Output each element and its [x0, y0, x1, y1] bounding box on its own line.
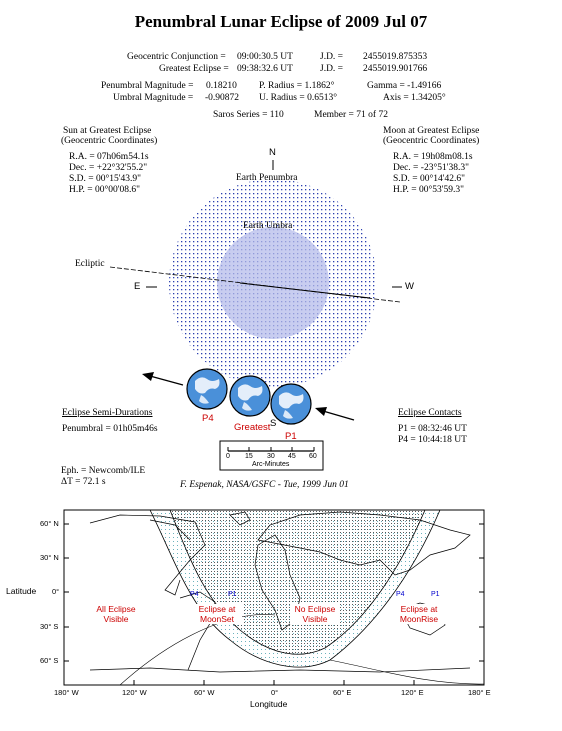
- sun-heading: Sun at Greatest Eclipse: [63, 126, 152, 136]
- longitude-label: Longitude: [250, 699, 288, 709]
- map-p1-east: P1: [431, 591, 440, 598]
- zone-moonset: [192, 604, 242, 624]
- sun-subheading: (Geocentric Coordinates): [61, 136, 158, 146]
- zone-moonset-line2: MoonSet: [199, 614, 235, 624]
- scale-tick-0: 0: [226, 453, 230, 460]
- umbral-magnitude: -0.90872: [205, 93, 240, 103]
- moon-p4: [187, 369, 227, 409]
- sun-sd: S.D. = 00°15'43.9": [69, 174, 142, 184]
- lon-tick-120w: 120° W: [122, 688, 147, 697]
- map-p4-west: P4: [190, 591, 199, 598]
- lat-tick-30s: 30° S: [40, 622, 59, 631]
- greatest-label: Greatest Eclipse =: [159, 64, 229, 74]
- lon-tick-0: 0°: [271, 688, 279, 697]
- credit: F. Espenak, NASA/GSFC - Tue, 1999 Jun 01: [180, 480, 349, 490]
- penumbra-label: Earth Penumbra: [236, 173, 298, 183]
- lon-tick-180e: 180° E: [468, 688, 491, 697]
- lon-tick-120e: 120° E: [401, 688, 424, 697]
- west-label: W: [405, 281, 414, 292]
- map-p4-east: P4: [396, 591, 405, 598]
- moon-ra: R.A. = 19h08m08.1s: [393, 152, 473, 162]
- latitude-label: Latitude: [6, 586, 37, 596]
- lat-tick-60s: 60° S: [40, 656, 59, 665]
- moon-greatest: [230, 376, 270, 416]
- lat-tick-0: 0°: [52, 587, 60, 596]
- penumbral-magnitude: 0.18210: [206, 81, 237, 91]
- scale-tick-45: 45: [288, 453, 296, 460]
- u-radius: U. Radius = 0.6513°: [259, 93, 338, 103]
- zone-moonrise-line2: MoonRise: [399, 614, 439, 624]
- zone-no-eclipse-line2: Visible: [302, 614, 328, 624]
- zone-all-visible: [88, 604, 144, 624]
- greatest-moon-label: Greatest: [234, 422, 271, 433]
- moon-hp: H.P. = 00°53'59.3": [393, 185, 464, 195]
- penumbral-duration: Penumbral = 01h05m46s: [62, 424, 158, 434]
- durations-heading: Eclipse Semi-Durations: [62, 408, 153, 418]
- greatest-time: 09:38:32.6 UT: [237, 64, 293, 74]
- umbra-label: Earth Umbra: [243, 221, 293, 231]
- zone-all-visible-line1: All Eclipse: [96, 604, 136, 614]
- contact-p1: P1 = 08:32:46 UT: [398, 424, 467, 434]
- conjunction-jd-label: J.D. =: [320, 52, 344, 62]
- conjunction-jd: 2455019.875353: [363, 52, 428, 62]
- scale-tick-15: 15: [245, 453, 253, 460]
- zone-no-eclipse-line1: No Eclipse: [294, 604, 336, 614]
- ecliptic-label: Ecliptic: [75, 259, 105, 269]
- umbral-magnitude-label: Umbral Magnitude =: [113, 93, 194, 103]
- sun-ra: R.A. = 07h06m54.1s: [69, 152, 149, 162]
- sun-hp: H.P. = 00°00'08.6": [69, 185, 140, 195]
- lon-tick-180w: 180° W: [54, 688, 79, 697]
- moon-p1: [271, 384, 311, 424]
- lat-tick-60n: 60° N: [40, 519, 59, 528]
- greatest-jd-label: J.D. =: [320, 64, 344, 74]
- saros-series: Saros Series = 110: [213, 110, 284, 120]
- lat-tick-30n: 30° N: [40, 553, 59, 562]
- axis: Axis = 1.34205°: [383, 93, 446, 103]
- gamma: Gamma = -1.49166: [367, 81, 442, 91]
- lon-tick-60w: 60° W: [194, 688, 215, 697]
- zone-no-eclipse: [290, 604, 340, 624]
- visibility-map: [64, 510, 484, 685]
- p1-label: P1: [285, 431, 297, 442]
- conjunction-time: 09:00:30.5 UT: [237, 52, 293, 62]
- zone-moonrise: [393, 604, 445, 624]
- motion-arrow-in: [323, 411, 354, 420]
- scale-tick-60: 60: [309, 453, 317, 460]
- contacts-heading: Eclipse Contacts: [398, 408, 462, 418]
- saros-member: Member = 71 of 72: [314, 110, 388, 120]
- map-p1-west: P1: [228, 591, 237, 598]
- north-label: N: [269, 147, 276, 158]
- page-title: Penumbral Lunar Eclipse of 2009 Jul 07: [134, 12, 428, 31]
- scale-title: Arc-Minutes: [252, 461, 290, 468]
- moon-sd: S.D. = 00°14'42.6": [393, 174, 466, 184]
- moon-dec: Dec. = -23°51'38.3": [393, 163, 469, 173]
- moon-subheading: (Geocentric Coordinates): [383, 136, 480, 146]
- contact-p4: P4 = 10:44:18 UT: [398, 435, 467, 445]
- motion-arrow-out: [150, 376, 183, 385]
- greatest-jd: 2455019.901766: [363, 64, 428, 74]
- lon-tick-60e: 60° E: [333, 688, 352, 697]
- zone-all-visible-line2: Visible: [103, 614, 129, 624]
- moon-heading: Moon at Greatest Eclipse: [383, 126, 480, 136]
- zone-moonset-line1: Eclipse at: [198, 604, 236, 614]
- p-radius: P. Radius = 1.1862°: [259, 81, 335, 91]
- sun-dec: Dec. = +22°32'55.2": [69, 163, 148, 173]
- p4-label: P4: [202, 413, 214, 424]
- penumbral-magnitude-label: Penumbral Magnitude =: [101, 81, 194, 91]
- zone-moonrise-line1: Eclipse at: [400, 604, 438, 614]
- east-label: E: [134, 281, 141, 292]
- scale-tick-30: 30: [267, 453, 275, 460]
- south-label: S: [270, 418, 277, 429]
- delta-t: ΔT = 72.1 s: [61, 477, 106, 487]
- conjunction-label: Geocentric Conjunction =: [127, 52, 226, 62]
- ephemeris: Eph. = Newcomb/ILE: [61, 466, 146, 476]
